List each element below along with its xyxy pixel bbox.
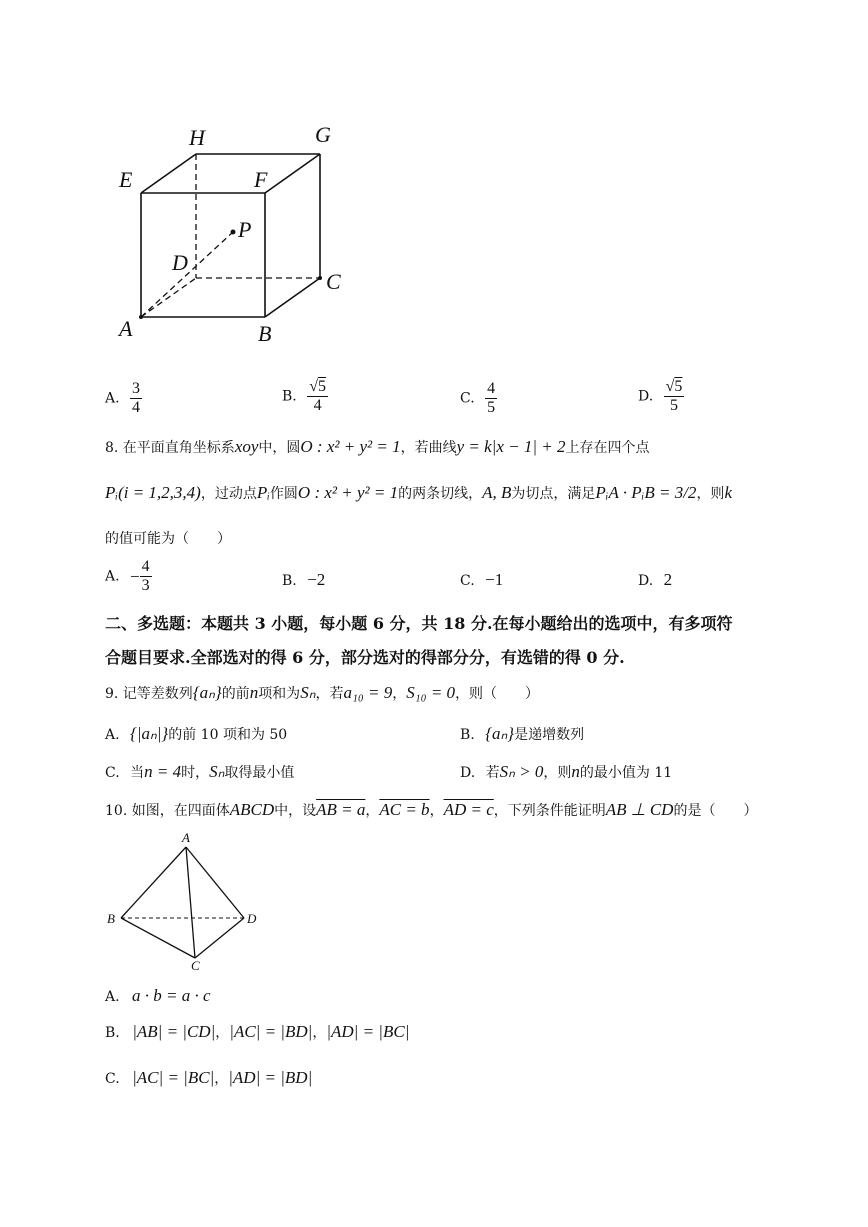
edge-eh <box>141 154 196 193</box>
math-ac-eq-bc: |AC| = |BC| <box>132 1068 215 1087</box>
math-ab-eq-cd: |AB| = |CD| <box>132 1022 216 1041</box>
option-letter: D. <box>460 765 476 781</box>
tetra-label-d: D <box>247 911 257 926</box>
q7-option-c[interactable] <box>460 380 497 417</box>
option-letter: A. <box>105 989 120 1005</box>
math-ac-eq-b: AC = b <box>379 800 430 819</box>
q9-option-a[interactable] <box>105 724 287 744</box>
q8-text: ，若曲线 <box>400 440 457 456</box>
q8-text: 的值可能为（ ） <box>105 531 231 547</box>
math-curve: y = k|x − 1| + 2 <box>456 437 566 456</box>
cube-label-g: G <box>315 122 331 147</box>
math-ad-eq-c: AD = c <box>443 800 494 819</box>
q9-text: 项和为 <box>258 686 301 702</box>
option-letter: C. <box>460 573 475 589</box>
option-letter: B. <box>460 727 475 743</box>
q9-option-d[interactable] <box>460 762 672 782</box>
edge-ac <box>186 847 195 958</box>
option-letter: C. <box>460 390 475 407</box>
section-heading-line-1: 二、多选题：本题共 3 小题，每小题 6 分，共 18 分.在每小题给出的选项中，有多项符 <box>105 614 733 633</box>
option-text: 的前 10 项和为 50 <box>168 727 288 743</box>
point-p <box>231 230 236 235</box>
option-text: 是递增数列 <box>514 727 585 743</box>
option-letter: D. <box>638 573 654 589</box>
q8-line-1 <box>105 437 649 457</box>
tetrahedron-figure <box>108 830 268 975</box>
tetra-label-b: B <box>107 911 115 926</box>
edge-ad <box>141 278 196 317</box>
q10-text: 的是（ ） <box>673 803 758 819</box>
fraction-4-5: $\frac{4}{5}$ <box>487 380 496 416</box>
math-ad-eq-bd: |AD| = |BD| <box>228 1068 313 1087</box>
math-ab-eq-a: AB = a <box>316 800 366 819</box>
math-n: n <box>571 762 580 781</box>
edge-bc <box>121 918 195 958</box>
math-s10: S₁₀ = 0 <box>406 683 456 702</box>
math-perp: AB ⊥ CD <box>605 800 674 819</box>
q8-text: 作圆 <box>269 486 298 502</box>
q10-text: ， <box>365 803 380 819</box>
comma: ， <box>215 1025 230 1041</box>
math-circle: O : x² + y² = 1 <box>297 483 399 502</box>
q8-option-a[interactable] <box>105 558 152 595</box>
option-letter: C. <box>105 765 120 781</box>
q8-text: 中，圆 <box>258 440 301 456</box>
math-n: n <box>249 683 259 702</box>
q8-text: ，则 <box>696 486 725 502</box>
cube-label-p: P <box>238 217 252 242</box>
math-sn: Sₙ <box>300 683 316 702</box>
q10-option-b[interactable] <box>105 1022 409 1042</box>
option-letter: A. <box>105 727 120 743</box>
option-value: −2 <box>307 570 326 589</box>
math-ac-eq-bd: |AC| = |BD| <box>229 1022 313 1041</box>
cube-label-h: H <box>189 125 205 150</box>
math-circle: O : x² + y² = 1 <box>300 437 401 456</box>
math-n-eq-4: n = 4 <box>144 762 182 781</box>
fraction-4-3: $\frac{4}{3}$ <box>141 558 150 594</box>
edge-ab <box>121 847 186 918</box>
option-letter: A. <box>105 390 120 407</box>
option-text: 当 <box>130 765 145 781</box>
q8-line-2 <box>105 483 732 503</box>
q9-text: 的前 <box>221 686 250 702</box>
q8-option-d[interactable] <box>638 570 672 590</box>
q9-text: 9. 记等差数列 <box>105 686 193 702</box>
math-abs-seq: {|aₙ|} <box>130 724 169 743</box>
minus-sign: − <box>130 566 140 586</box>
q7-option-d[interactable] <box>638 378 684 415</box>
math-xoy: xoy <box>234 437 259 456</box>
math-sn-gt-0: Sₙ > 0 <box>499 762 544 781</box>
cube-label-f: F <box>254 167 268 192</box>
q7-option-a[interactable] <box>105 380 142 417</box>
cube-label-b: B <box>258 321 272 346</box>
q8-text: 为切点，满足 <box>511 486 596 502</box>
math-pi-short: Pᵢ <box>256 483 270 502</box>
cube-label-e: E <box>119 167 133 192</box>
section-heading-line-2: 合题目要求.全部选对的得 6 分，部分选对的得部分分，有选错的得 0 分. <box>105 648 625 667</box>
q8-option-b[interactable] <box>282 570 325 590</box>
option-text: 若 <box>485 765 500 781</box>
q10-text: ，下列条件能证明 <box>493 803 606 819</box>
option-text: 取得最小值 <box>224 765 295 781</box>
math-seq: {aₙ} <box>192 683 222 702</box>
math-k: k <box>724 483 732 502</box>
q8-text: ，过动点 <box>200 486 257 502</box>
option-letter: B. <box>282 573 297 589</box>
option-text: 时， <box>181 765 210 781</box>
q7-option-b[interactable] <box>282 378 328 415</box>
q10-text: ， <box>429 803 444 819</box>
math-ad-eq-bc: |AD| = |BC| <box>326 1022 410 1041</box>
cube-label-c: C <box>326 269 341 294</box>
math-a10: a₁₀ = 9 <box>343 683 393 702</box>
q10-text: 中，设 <box>274 803 317 819</box>
option-letter: D. <box>638 388 654 405</box>
q9-text: ，若 <box>315 686 344 702</box>
option-value: −1 <box>485 570 504 589</box>
q9-text: ， <box>392 686 407 702</box>
q9-stem <box>105 683 539 703</box>
edge-cd <box>195 918 244 958</box>
q10-stem <box>105 800 757 820</box>
q9-text: ，则（ ） <box>455 686 540 702</box>
edge-fg <box>265 154 320 193</box>
q8-text: 8. 在平面直角坐标系 <box>105 440 235 456</box>
math-dot-condition: a · b = a · c <box>132 986 211 1005</box>
option-letter: B. <box>105 1025 120 1041</box>
q8-line-3 <box>105 528 231 548</box>
q9-option-c[interactable] <box>105 762 294 782</box>
point-a <box>139 315 143 319</box>
q8-option-c[interactable] <box>460 570 503 590</box>
math-ab: A, B <box>482 483 512 502</box>
option-value: 2 <box>663 570 673 589</box>
tetra-label-c: C <box>191 958 200 973</box>
tetra-label-a: A <box>182 830 190 845</box>
edge-ad <box>186 847 244 918</box>
option-letter: A. <box>105 568 120 585</box>
q8-text: 上存在四个点 <box>565 440 650 456</box>
comma: ， <box>214 1071 229 1087</box>
edge-bc <box>265 278 320 317</box>
cube-label-d: D <box>172 250 188 275</box>
option-letter: C. <box>105 1071 120 1087</box>
q10-option-a[interactable] <box>105 986 211 1006</box>
q9-option-b[interactable] <box>460 724 584 744</box>
q10-option-c[interactable] <box>105 1068 312 1088</box>
fraction-3-4: $\frac{3}{4}$ <box>132 380 141 416</box>
math-pi: Pᵢ(i = 1,2,3,4) <box>105 483 201 502</box>
fraction-sqrt5-5: $\frac{√5}{5}$ <box>665 378 683 414</box>
option-text: 的最小值为 11 <box>579 765 673 781</box>
q8-text: 的两条切线， <box>398 486 483 502</box>
cube-label-a: A <box>119 316 133 341</box>
math-abcd: ABCD <box>229 800 275 819</box>
fraction-sqrt5-4: $\frac{√5}{4}$ <box>309 378 326 414</box>
comma: ， <box>312 1025 327 1041</box>
math-dot-product: PᵢA · PᵢB = 3/2 <box>595 483 697 502</box>
math-seq: {aₙ} <box>485 724 515 743</box>
q10-text: 10. 如图，在四面体 <box>105 803 230 819</box>
option-letter: B. <box>282 388 297 405</box>
math-sn: Sₙ <box>209 762 225 781</box>
option-text: ，则 <box>543 765 572 781</box>
point-c <box>318 276 322 280</box>
